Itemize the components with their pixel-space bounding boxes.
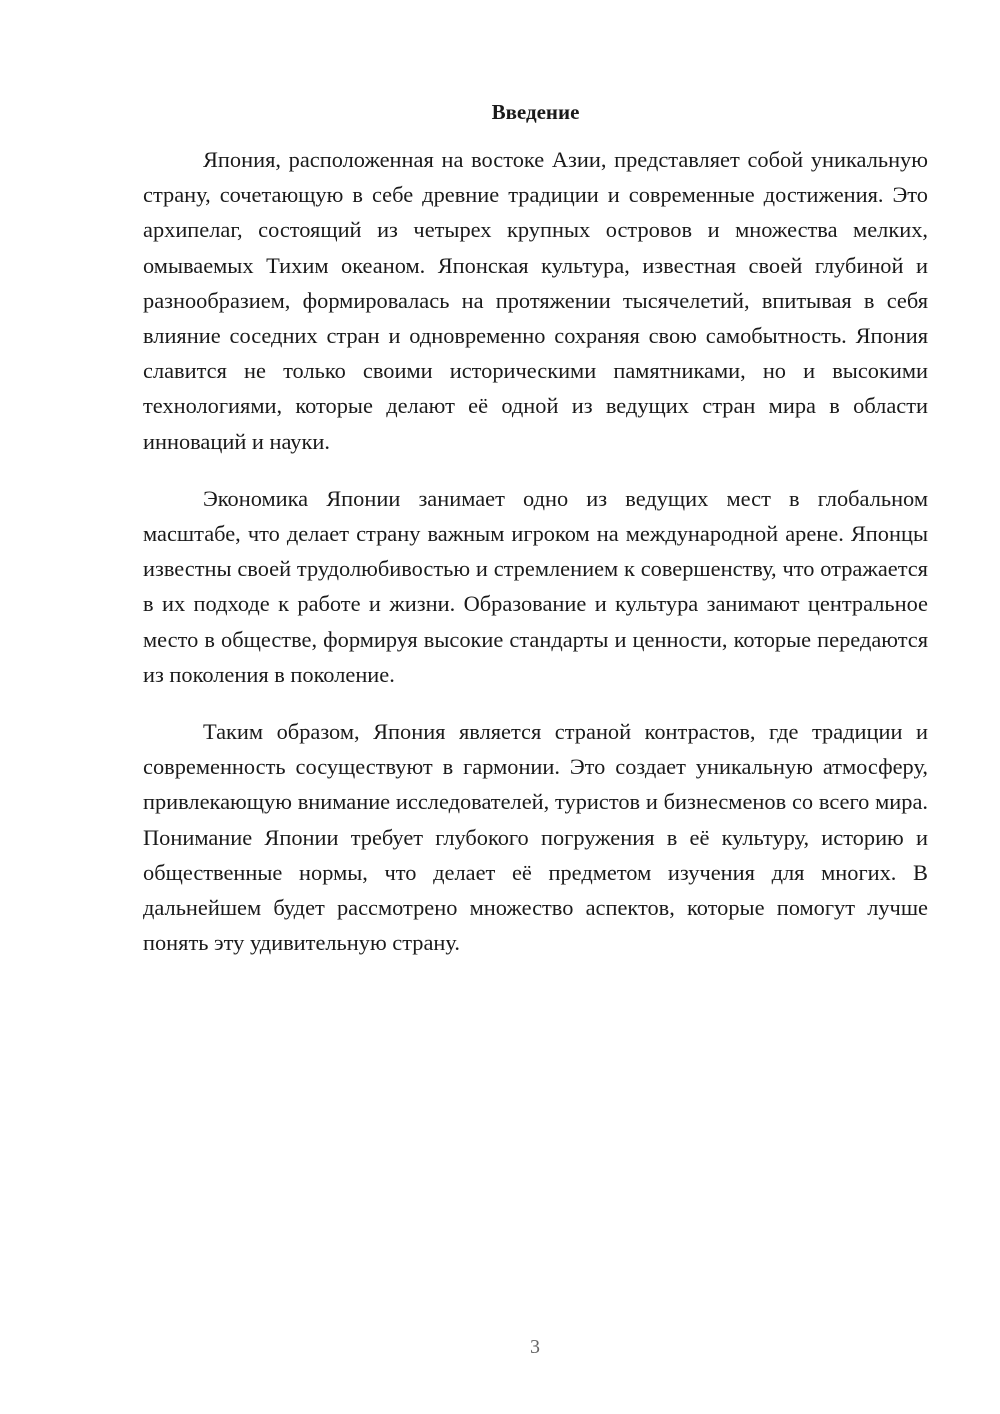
- page-number: 3: [530, 1336, 540, 1358]
- paragraph-1: Япония, расположенная на востоке Азии, представляет собой уникальную страну, сочетающую в себе древние традиции и современные достижения. Это архипелаг, состоящий из четырех крупных островов и множества мелких, омываемых Тихим океаном. Японская культура, известная своей глубиной и разнообразием, формировалась на протяжении тысячелетий, впитывая в себя влияние соседних стран и одновременно сохраняя свою самобытность. Япония славится не только своими историческими памятниками, но и высокими технологиями, которые делают её одной из ведущих стран мира в области инноваций и науки.: [143, 147, 928, 454]
- paragraph-2: Экономика Японии занимает одно из ведущих мест в глобальном масштабе, что делает страну важным игроком на международной арене. Японцы известны своей трудолюбивостью и стремлением к совершенству, что отражается в их подходе к работе и жизни. Образование и культура занимают центральное место в обществе, формируя высокие стандарты и ценности, которые передаются из поколения в поколение.: [143, 485, 928, 687]
- page-heading: Введение: [491, 100, 580, 124]
- document-body: [143, 142, 928, 982]
- paragraph-3: Таким образом, Япония является страной контрастов, где традиции и современность сосуществуют в гармонии. Это создает уникальную атмосферу, привлекающую внимание исследователей, туристов и бизнесменов со всего мира. Понимание Японии требует глубокого погружения в её культуру, историю и общественные нормы, что делает её предметом изучения для многих. В дальнейшем будет рассмотрено множество аспектов, которые помогут лучше понять эту удивительную страну.: [143, 719, 928, 956]
